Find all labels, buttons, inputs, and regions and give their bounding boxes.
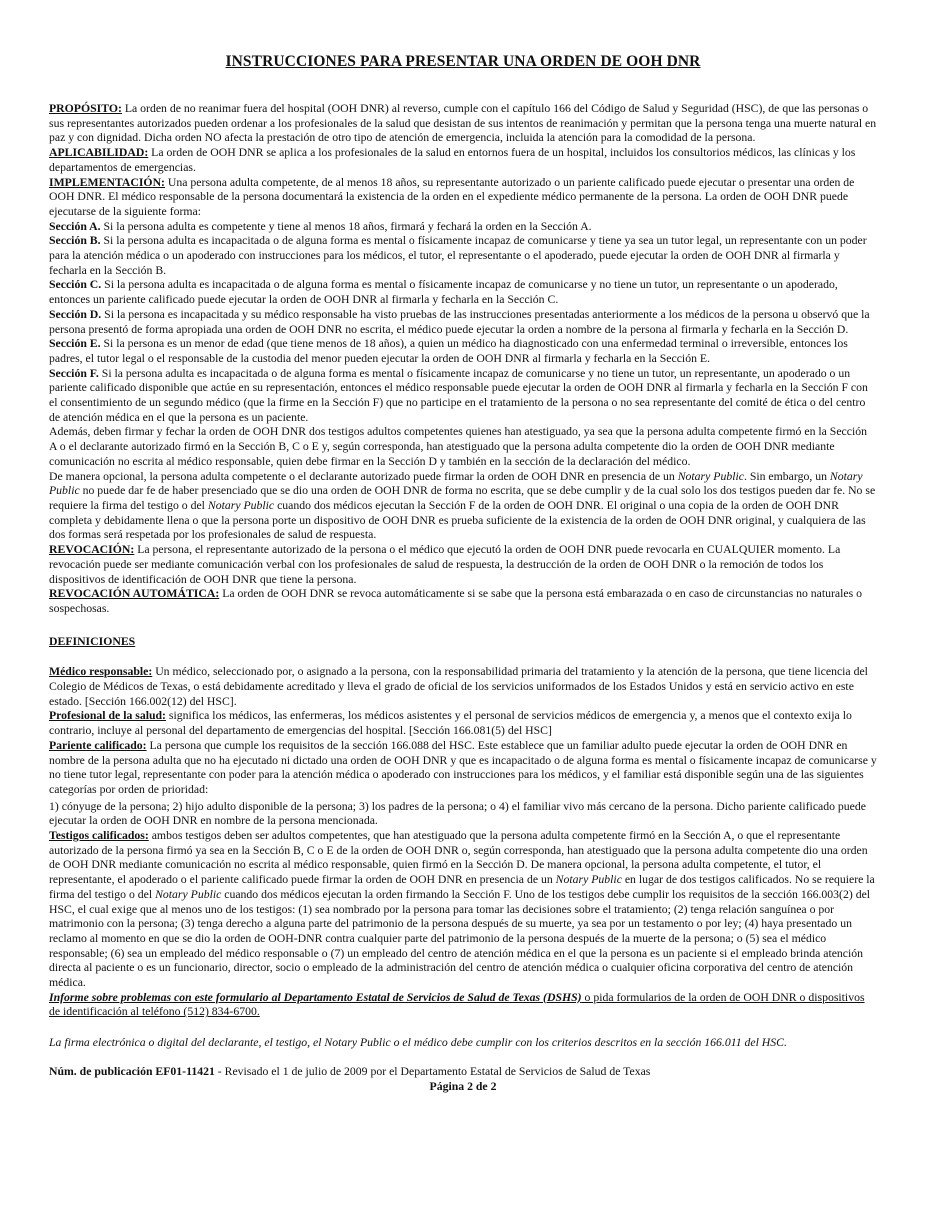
profesional-salud-definition	[49, 709, 877, 738]
aplicabilidad-label: APLICABILIDAD:	[49, 146, 149, 160]
profesional-salud-text: significa los médicos, las enfermeras, los médicos asistentes y el personal de servicios médicos de emergencia y, a menos que el contexto exija lo contrario, incluye al personal del departamento de emergencias del hospital. [Sección 166.081(5) del HSC]	[49, 709, 852, 738]
revocacion-paragraph	[49, 543, 877, 587]
aplicabilidad-text: La orden de OOH DNR se aplica a los profesionales de la salud en entornos fuera de un hospital, incluidos los consultorios médicos, las clínicas y los departamentos de emergencias.	[49, 146, 856, 174]
informe-paragraph	[49, 991, 877, 1020]
seccion-b	[49, 234, 877, 278]
seccion-e-label: Sección E.	[49, 337, 101, 351]
medico-responsable-definition	[49, 665, 877, 709]
medico-responsable-text: Un médico, seleccionado por, o asignado a la persona, con la responsabilidad primaria del tratamiento y la atención de la persona, que tiene licencia del Colegio de Médicos de Texas, o está debidamente acreditado y lleva el grado de oficial de los servicios uniformados de los Estados Unidos y está en servicio activo en este estado. [Sección 166.002(12) del HSC].	[49, 665, 868, 708]
seccion-d-text: Si la persona es incapacitada y su médico responsable ha visto pruebas de las instrucciones presentadas anteriormente a los médicos de la persona u observó que la persona presentó de forma apropiada una orden de OOH DNR no escrita, el médico puede ejecutar la orden a nombre de la persona al firmarla y fecharla en la Sección D.	[49, 307, 870, 336]
seccion-e	[49, 337, 877, 366]
seccion-a-label: Sección A.	[49, 219, 101, 233]
medico-responsable-label: Médico responsable:	[49, 665, 153, 679]
seccion-b-text: Si la persona adulta es incapacitada o de alguna forma es mental o físicamente incapaz de comunicarse y tiene ya sea un tutor legal, un representante con un poder para la atención médica o un apoderado con instrucciones para los médicos, el tutor, el representante o el apoderado, puede ejecutar la orden de OOH DNR al firmarla y fecharla en la Sección B.	[49, 234, 867, 277]
seccion-d-label: Sección D.	[49, 307, 102, 321]
document-page	[49, 52, 877, 1094]
pariente-calificado-text: La persona que cumple los requisitos de la sección 166.088 del HSC. Este establece que un familiar adulto puede ejecutar la orden de OOH DNR en nombre de la persona adulta que no ha ejecutado ni dictado una orden de OOH DNR y que es incapacitado o de alguna forma es mental o físicamente incapaz de comunicarse y no tiene tutor legal, representante con poder para la atención médica o apoderado con instrucciones para los médicos, y el familiar está disponible según una de las siguientes categorías por orden de prioridad:	[49, 738, 877, 796]
seccion-f-text: Si la persona adulta es incapacitada o de alguna forma es mental o físicamente incapaz de comunicarse y no tiene un tutor, un representante, un apoderado o un pariente calificado disponible que actúe en su representación, entonces el médico responsable puede ejecutar la orden de OOH DNR al firmarla y fecharla en la Sección F con el consentimiento de un segundo médico (que la firme en la Sección F) que no participe en el tratamiento de la persona o no sea representante del comité de ética o del centro de atención médica en el que la persona es un paciente.	[49, 366, 868, 424]
implementacion-text: Una persona adulta competente, de al menos 18 años, su representante autorizado o un pariente calificado puede ejecutar o presentar una orden de OOH DNR. El médico responsable de la persona documentará la existencia de la orden en el expediente médico permanente de la persona. La orden de OOH DNR puede ejecutarse de la siguiente forma:	[49, 175, 855, 218]
testigos-text-a: ambos testigos deben ser adultos competentes, que han atestiguado que la persona adulta competente firmó en la Sección A, o que el representante autorizado de la persona firmó ya sea en la Sección B, C o E de la orden de OOH DNR o, según corresponda, han atestiguado que la persona adulta competente dio una orden de OOH DNR mediante comunicación no escrita al médico responsable, quien firmó en la Sección D. De manera opcional, la persona adulta competente, el tutor, el representante, el apoderado o el pariente calificado puede firmar la orden de OOH DNR en presencia de un	[49, 829, 868, 887]
opcional-text-d: cuando dos médicos ejecutan la Sección F de la orden de OOH DNR. El original o una copia de la orden de OOH DNR completa y debidamente llena o que la persona porte un dispositivo de OOH DNR es prueba suficiente de la existencia de la orden de OOH DNR original, y cualquiera de las dos formas será respetada por los profesionales de salud de respuesta.	[49, 498, 866, 542]
implementacion-paragraph	[49, 176, 877, 220]
publication-number: Núm. de publicación EF01-11421	[49, 1064, 215, 1078]
seccion-b-label: Sección B.	[49, 234, 101, 248]
publication-revision: - Revisado el 1 de julio de 2009 por el Departamento Estatal de Servicios de Salud de Texas	[214, 1064, 651, 1078]
revocacion-automatica-label: REVOCACIÓN AUTOMÁTICA:	[49, 587, 220, 601]
testigos-calificados-label: Testigos calificados:	[49, 829, 149, 843]
seccion-f-label: Sección F.	[49, 366, 99, 380]
seccion-a-text: Si la persona adulta es competente y tiene al menos 18 años, firmará y fechará la orden en la Sección A.	[100, 219, 592, 233]
revocacion-text: La persona, el representante autorizado de la persona o el médico que ejecutó la orden de OOH DNR puede revocarla en CUALQUIER momento. La revocación puede ser mediante comunicación verbal con los profesionales de salud de respuesta, la destrucción de la orden de OOH DNR o la remoción de todos los dispositivos de identificación de OOH DNR que tiene la persona.	[49, 543, 841, 586]
proposito-label: PROPÓSITO:	[49, 102, 122, 115]
seccion-d	[49, 308, 877, 337]
seccion-c-label: Sección C.	[49, 278, 102, 292]
notary-public-term: Notary Public	[555, 873, 622, 887]
ademas-paragraph: Además, deben firmar y fechar la orden de OOH DNR dos testigos adultos competentes quienes han atestiguado, ya sea que la persona adulta competente firmó en la Sección A o el declarante autorizado firmó en la Sección B, C o E y, según corresponda, han atestiguado que la persona adulta competente dio la orden de OOH DNR mediante comunicación no escrita al médico responsable, quien debe firmar en la Sección D y también en la sección de la declaración del médico.	[49, 425, 867, 468]
firma-electronica-note: La firma electrónica o digital del declarante, el testigo, el Notary Public o el médico debe cumplir con los criterios descritos en la sección 166.011 del HSC.	[49, 1036, 787, 1050]
revocacion-automatica-paragraph	[49, 587, 877, 616]
seccion-f	[49, 367, 877, 426]
page-title: INSTRUCCIONES PARA PRESENTAR UNA ORDEN DE OOH DNR	[225, 53, 701, 70]
revocacion-label: REVOCACIÓN:	[49, 543, 135, 557]
profesional-salud-label: Profesional de la salud:	[49, 709, 166, 723]
notary-public-term: Notary Public	[207, 498, 275, 512]
publication-line	[49, 1065, 877, 1080]
definiciones-heading: DEFINICIONES	[49, 634, 136, 648]
page-number: Página 2 de 2	[429, 1079, 497, 1093]
opcional-text-a: De manera opcional, la persona adulta competente o el declarante autorizado puede firmar la orden de OOH DNR en presencia de un	[49, 469, 678, 483]
notary-public-term: Notary Public	[155, 887, 222, 901]
seccion-e-text: Si la persona es un menor de edad (que tiene menos de 18 años), a quien un médico ha diagnosticado con una enfermedad terminal o irreversible, entonces los padres, el tutor legal o el responsable de la custodia del menor pueden ejecutar la orden de OOH DNR al firmarla y fecharla en la Sección E.	[49, 337, 848, 365]
opcional-text-b: . Sin embargo, un	[743, 469, 830, 483]
pariente-calificado-label: Pariente calificado:	[49, 738, 147, 752]
testigos-text-b: en lugar de dos testigos calificados. No se requiere la firma del testigo o del	[49, 873, 875, 901]
proposito-paragraph	[49, 102, 877, 146]
notary-public-term: Notary Public	[677, 469, 744, 483]
aplicabilidad-paragraph	[49, 146, 877, 175]
testigos-text-c: cuando dos médicos ejecutan la orden firmando la Sección F. Uno de los testigos debe cumplir los requisitos de la sección 166.003(2) del HSC, el cual exige que al menos uno de los testigos: (1) sea nombrado por la persona para tomar las decisiones sobre el tratamiento; (2) tenga relación sanguínea o por matrimonio con la persona; (3) tenga derecho a alguna parte del patrimonio de la persona después de su muerte, ya sea por un testamento o por ley; (4) haya presentado un reclamo al momento en que se dio la orden de OOH-DNR contra cualquier parte del patrimonio de la persona después de la muerte de la persona; o (5) sea el médico responsable; (6) sea un empleado del médico responsable o (7) un empleado del centro de atención médica en el que la persona es un paciente si el empleado brinda atención directa al paciente o es un funcionario, director, socio o empleado de la administración del centro de atención médica o cualquier oficina corporativa del centro de atención médica.	[49, 887, 871, 990]
opcional-text-c: no puede dar fe de haber presenciado que se dio una orden de OOH DNR de forma no escrita, que se debe cumplir y de la cual solo los dos testigos pueden dar fe. No se requiere la firma del testigo o del	[49, 484, 876, 512]
notary-public-term: Notary Public	[49, 469, 863, 498]
informe-rest-text: o pida formularios de la orden de OOH DNR o dispositivos de identificación al teléfono (512) 834-6700.	[49, 990, 865, 1019]
pariente-calificado-definition	[49, 739, 877, 798]
implementacion-label: IMPLEMENTACIÓN:	[49, 175, 165, 189]
opcional-paragraph	[49, 470, 877, 544]
seccion-c	[49, 278, 877, 307]
revocacion-automatica-text: La orden de OOH DNR se revoca automáticamente si se sabe que la persona está embarazada o en caso de circunstancias no naturales o sospechosas.	[49, 587, 862, 615]
seccion-a	[49, 220, 877, 235]
testigos-calificados-definition	[49, 829, 877, 991]
seccion-c-text: Si la persona adulta es incapacitada o de alguna forma es mental o físicamente incapaz de comunicarse y no tiene un tutor, un representante o un apoderado, entonces un pariente calificado puede ejecutar la orden de OOH DNR al firmarla y fecharla en la Sección C.	[49, 278, 838, 307]
pariente-priority-list: 1) cónyuge de la persona; 2) hijo adulto disponible de la persona; 3) los padres de la persona; o 4) el familiar vivo más cercano de la persona. Dicho pariente calificado puede ejecutar la orden de OOH DNR en nombre de la persona mencionada.	[49, 799, 866, 828]
informe-bold-text: Informe sobre problemas con este formulario al Departamento Estatal de Servicios de Salud de Texas (DSHS)	[49, 990, 582, 1004]
proposito-text: La orden de no reanimar fuera del hospital (OOH DNR) al reverso, cumple con el capítulo 166 del Código de Salud y Seguridad (HSC), de que las personas o sus representantes autorizados pueden ordenar a los profesionales de la salud que desistan de sus intentos de reanimación y permitan que la persona tenga una muerte natural en paz y con dignidad. Dicha orden NO afecta la prestación de otro tipo de atención de emergencia, incluida la atención para la comodidad de la persona.	[49, 102, 877, 145]
